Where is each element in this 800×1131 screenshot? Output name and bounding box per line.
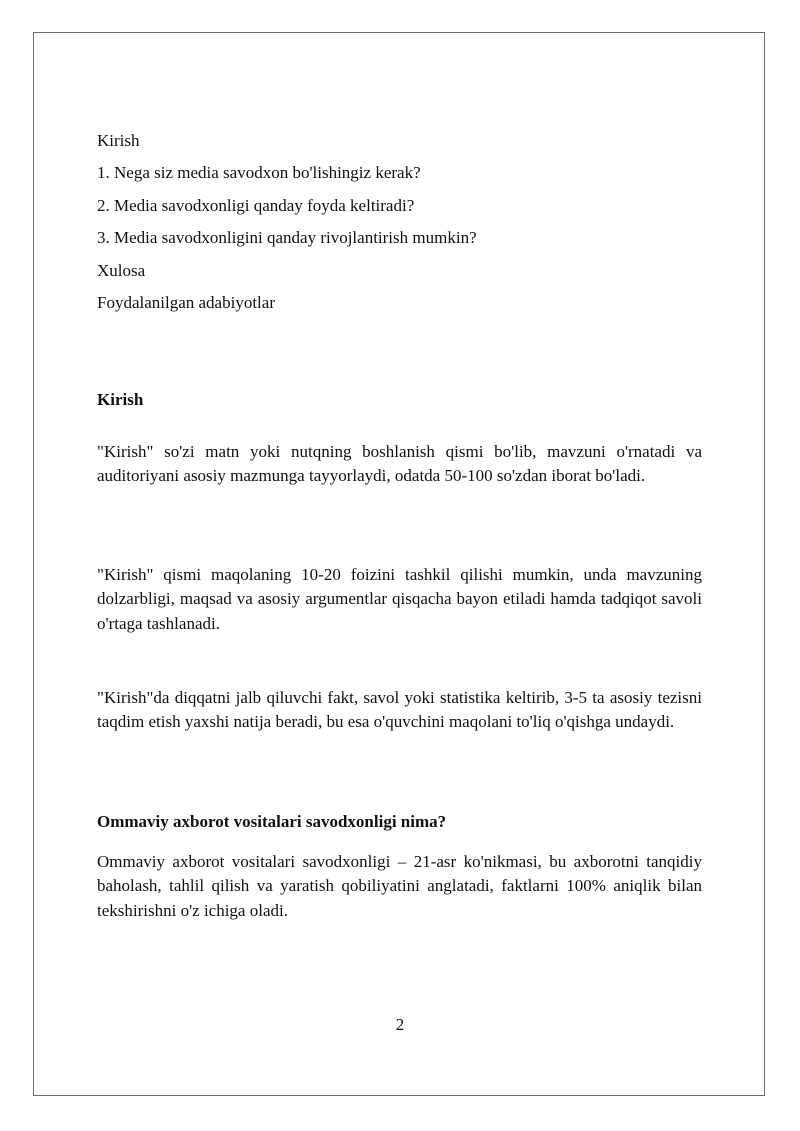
paragraph: "Kirish" so'zi matn yoki nutqning boshlanish qismi bo'lib, mavzuni o'rnatadi va auditoriyani asosiy mazmunga tayyorlaydi, odatda 50-100 so'zdan iborat bo'ladi. <box>97 442 702 486</box>
toc-item: Foydalanilgan adabiyotlar <box>97 293 275 312</box>
toc-item: 2. Media savodxonligi qanday foyda keltiradi? <box>97 196 415 215</box>
toc-item: Xulosa <box>97 261 146 280</box>
paragraph: "Kirish" qismi maqolaning 10-20 foizini tashkil qilishi mumkin, unda mavzuning dolzarbligi, maqsad va asosiy argumentlar qisqacha bayon etiladi hamda tadqiqot savoli o'rtaga tashlanadi. <box>97 565 702 633</box>
toc-item: Kirish <box>97 131 140 150</box>
paragraph: Ommaviy axborot vositalari savodxonligi – 21-asr ko'nikmasi, bu axborotni tanqidiy baholash, tahlil qilish va yaratish qobiliyatini anglatadi, faktlarni 100% aniqlik bilan tekshirishni o'z ichiga oladi. <box>97 852 702 920</box>
section-heading: Kirish <box>97 390 144 409</box>
toc-item: 3. Media savodxonligini qanday rivojlantirish mumkin? <box>97 228 477 247</box>
paragraph: "Kirish"da diqqatni jalb qiluvchi fakt, savol yoki statistika keltirib, 3-5 ta asosiy tezisni taqdim etish yaxshi natija beradi, bu esa o'quvchini maqolani to'liq o'qishga undaydi. <box>97 688 702 732</box>
section-heading: Ommaviy axborot vositalari savodxonligi nima? <box>97 812 447 831</box>
page-number: 2 <box>395 1015 405 1034</box>
toc-item: 1. Nega siz media savodxon bo'lishingiz kerak? <box>97 163 421 182</box>
